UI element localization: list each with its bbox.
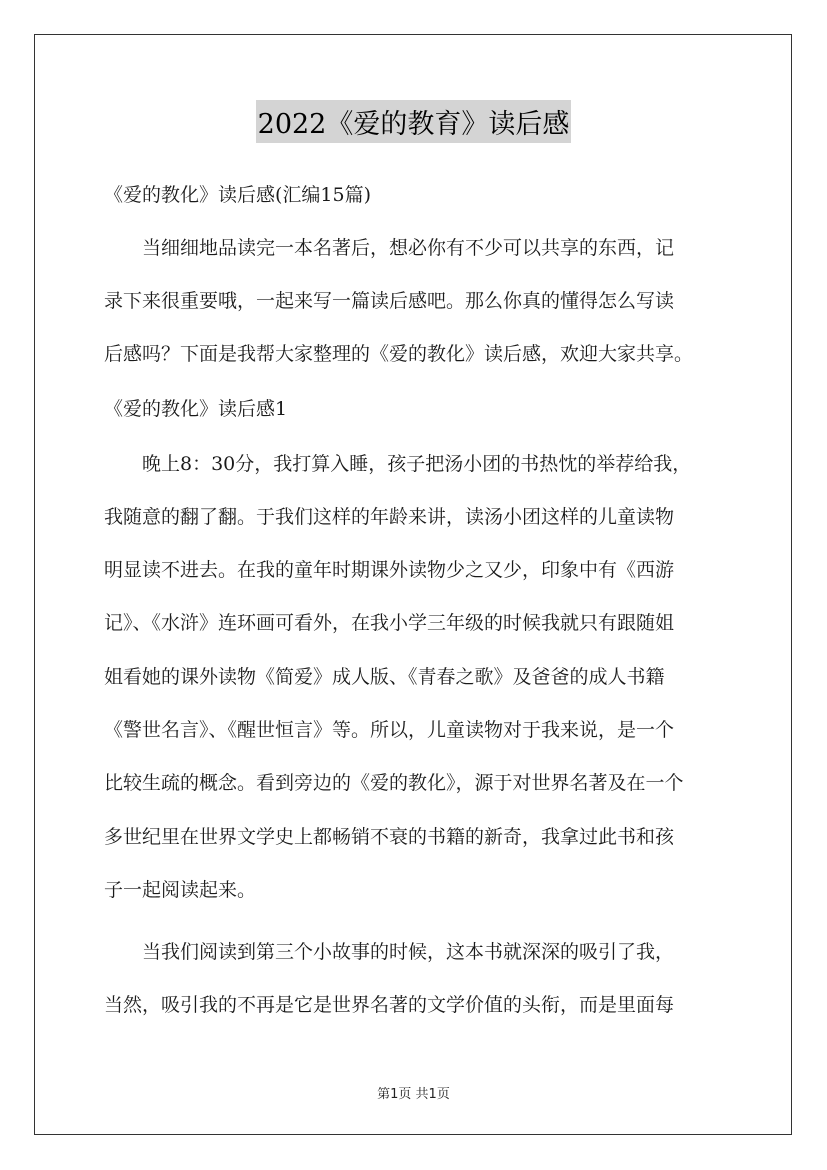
paragraph-line: 姐看她的课外读物《简爱》成人版、《青春之歌》及爸爸的成人书籍 bbox=[104, 666, 665, 688]
paragraph-line: 录下来很重要哦，一起来写一篇读后感吧。那么你真的懂得怎么写读 bbox=[104, 290, 675, 312]
paragraph-line: 后感吗？下面是我帮大家整理的《爱的教化》读后感，欢迎大家共享。 bbox=[104, 343, 694, 365]
paragraph-line: 记》、《水浒》连环画可看外，在我小学三年级的时候我就只有跟随姐 bbox=[104, 612, 675, 634]
paragraph-line: 我随意的翻了翻。于我们这样的年龄来讲，读汤小团这样的儿童读物 bbox=[104, 506, 675, 528]
paragraph-line: 当细细地品读完一本名著后，想必你有不少可以共享的东西，记 bbox=[142, 237, 675, 259]
title-wrap bbox=[0, 100, 827, 143]
paragraph-line: 当我们阅读到第三个小故事的时候，这本书就深深的吸引了我， bbox=[142, 941, 675, 963]
subtitle: 《爱的教化》读后感(汇编15篇) bbox=[104, 184, 372, 206]
paragraph-line: 明显读不进去。在我的童年时期课外读物少之又少，印象中有《西游 bbox=[104, 559, 675, 581]
paragraph-line: 当然，吸引我的不再是它是世界名著的文学价值的头衔，而是里面每 bbox=[104, 994, 675, 1016]
paragraph-line: 晚上8：30分，我打算入睡，孩子把汤小团的书热忱的举荐给我， bbox=[142, 453, 692, 475]
section-heading: 《爱的教化》读后感1 bbox=[104, 398, 288, 420]
paragraph-line: 《警世名言》、《醒世恒言》等。所以，儿童读物对于我来说，是一个 bbox=[104, 719, 675, 741]
page-footer: 第1页 共1页 bbox=[377, 1087, 450, 1102]
paragraph-line: 比较生疏的概念。看到旁边的《爱的教化》，源于对世界名著及在一个 bbox=[104, 772, 684, 794]
paragraph-line: 子一起阅读起来。 bbox=[104, 879, 257, 901]
paragraph-line: 多世纪里在世界文学史上都畅销不衰的书籍的新奇，我拿过此书和孩 bbox=[104, 826, 675, 848]
document-title: 2022《爱的教育》读后感 bbox=[256, 100, 572, 143]
